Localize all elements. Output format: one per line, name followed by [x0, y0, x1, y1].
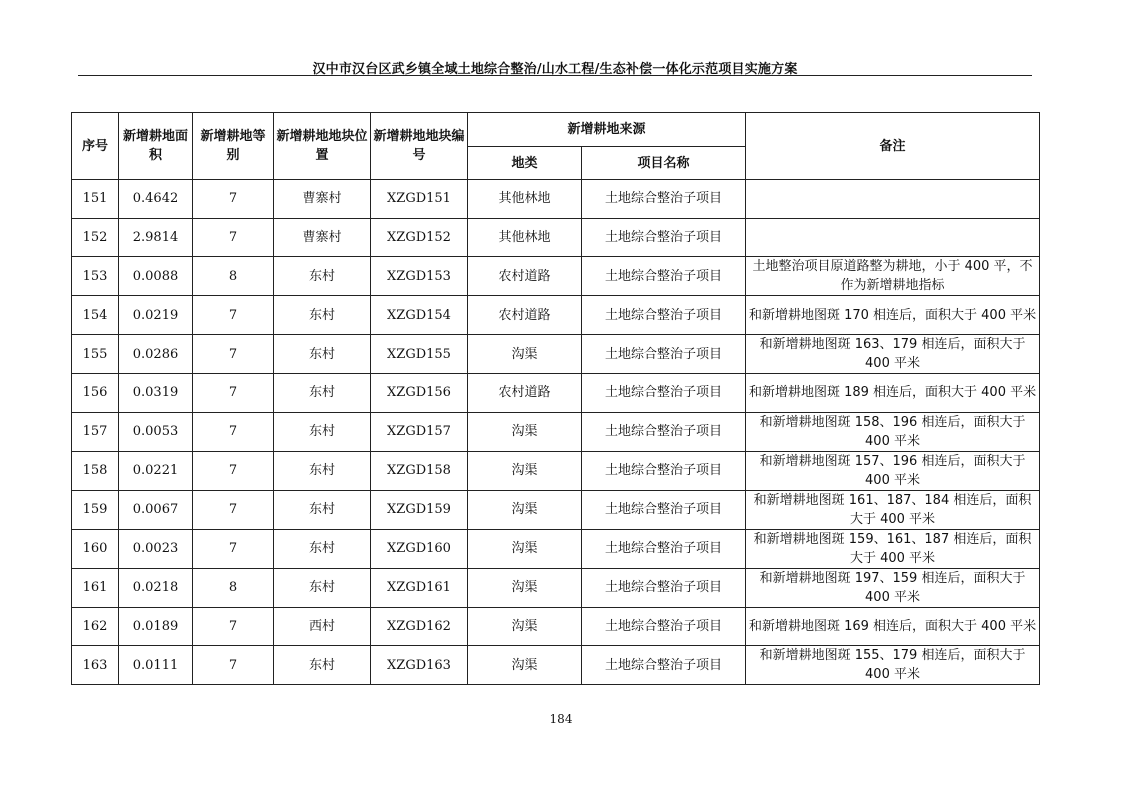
cell-project-name: 土地综合整治子项目 — [582, 374, 746, 413]
cell-land-type: 沟渠 — [468, 335, 582, 374]
page-number: 184 — [549, 712, 573, 726]
cell-grade: 7 — [193, 180, 274, 219]
cell-grade: 8 — [193, 568, 274, 607]
cell-grade: 7 — [193, 412, 274, 451]
cell-grade: 7 — [193, 335, 274, 374]
cell-area: 2.9814 — [119, 218, 193, 257]
cell-remark — [746, 218, 1040, 257]
cell-project-name: 土地综合整治子项目 — [582, 412, 746, 451]
cell-location: 东村 — [274, 568, 371, 607]
cell-code: XZGD154 — [371, 296, 468, 335]
cell-location: 东村 — [274, 335, 371, 374]
cell-seq: 161 — [72, 568, 119, 607]
cell-location: 东村 — [274, 374, 371, 413]
cell-area: 0.0286 — [119, 335, 193, 374]
cell-area: 0.0319 — [119, 374, 193, 413]
cell-area: 0.0219 — [119, 296, 193, 335]
cell-grade: 7 — [193, 374, 274, 413]
cell-seq: 154 — [72, 296, 119, 335]
cell-location: 东村 — [274, 529, 371, 568]
cell-remark: 和新增耕地图斑 163、179 相连后，面积大于 400 平米 — [746, 335, 1040, 374]
cell-project-name: 土地综合整治子项目 — [582, 257, 746, 296]
cell-area: 0.0067 — [119, 490, 193, 529]
cell-land-type: 沟渠 — [468, 529, 582, 568]
cell-location: 西村 — [274, 607, 371, 646]
cell-location: 东村 — [274, 646, 371, 685]
cell-code: XZGD152 — [371, 218, 468, 257]
cell-land-type: 沟渠 — [468, 607, 582, 646]
cell-grade: 7 — [193, 296, 274, 335]
cell-remark: 和新增耕地图斑 189 相连后，面积大于 400 平米 — [746, 374, 1040, 413]
cell-land-type: 沟渠 — [468, 646, 582, 685]
cell-remark: 和新增耕地图斑 169 相连后，面积大于 400 平米 — [746, 607, 1040, 646]
cell-seq: 159 — [72, 490, 119, 529]
cell-location: 东村 — [274, 412, 371, 451]
table-body — [72, 180, 1040, 685]
cell-project-name: 土地综合整治子项目 — [582, 529, 746, 568]
cell-remark: 和新增耕地图斑 161、187、184 相连后，面积大于 400 平米 — [746, 490, 1040, 529]
cell-project-name: 土地综合整治子项目 — [582, 335, 746, 374]
cell-project-name: 土地综合整治子项目 — [582, 646, 746, 685]
document-header-title: 汉中市汉台区武乡镇全域土地综合整治/山水工程/生态补偿一体化示范项目实施方案 — [312, 62, 798, 77]
header-grade: 新增耕地等别 — [193, 113, 274, 180]
table-row — [72, 335, 1040, 374]
cell-land-type: 沟渠 — [468, 451, 582, 490]
header-seq: 序号 — [72, 113, 119, 180]
header-area: 新增耕地面积 — [119, 113, 193, 180]
table-row — [72, 646, 1040, 685]
cell-grade: 7 — [193, 218, 274, 257]
cell-area: 0.0053 — [119, 412, 193, 451]
table-row — [72, 490, 1040, 529]
cell-seq: 160 — [72, 529, 119, 568]
cell-remark: 和新增耕地图斑 158、196 相连后，面积大于 400 平米 — [746, 412, 1040, 451]
table-row — [72, 374, 1040, 413]
cell-location: 东村 — [274, 451, 371, 490]
cell-code: XZGD156 — [371, 374, 468, 413]
cell-grade: 7 — [193, 607, 274, 646]
cell-code: XZGD158 — [371, 451, 468, 490]
cell-land-type: 农村道路 — [468, 296, 582, 335]
cell-land-type: 其他林地 — [468, 180, 582, 219]
cell-remark: 和新增耕地图斑 170 相连后，面积大于 400 平米 — [746, 296, 1040, 335]
new-farmland-table — [71, 112, 1040, 685]
cell-area: 0.0111 — [119, 646, 193, 685]
cell-remark: 和新增耕地图斑 159、161、187 相连后，面积大于 400 平米 — [746, 529, 1040, 568]
cell-code: XZGD162 — [371, 607, 468, 646]
cell-area: 0.4642 — [119, 180, 193, 219]
cell-area: 0.0189 — [119, 607, 193, 646]
cell-code: XZGD161 — [371, 568, 468, 607]
header-remark: 备注 — [746, 113, 1040, 180]
cell-remark: 和新增耕地图斑 155、179 相连后，面积大于 400 平米 — [746, 646, 1040, 685]
cell-grade: 7 — [193, 490, 274, 529]
table-row — [72, 218, 1040, 257]
cell-project-name: 土地综合整治子项目 — [582, 451, 746, 490]
cell-land-type: 其他林地 — [468, 218, 582, 257]
cell-area: 0.0023 — [119, 529, 193, 568]
cell-project-name: 土地综合整治子项目 — [582, 180, 746, 219]
cell-remark: 土地整治项目原道路整为耕地，小于 400 平，不作为新增耕地指标 — [746, 257, 1040, 296]
cell-grade: 7 — [193, 529, 274, 568]
header-source: 新增耕地来源 — [468, 113, 746, 147]
cell-seq: 155 — [72, 335, 119, 374]
header-code: 新增耕地地块编号 — [371, 113, 468, 180]
cell-project-name: 土地综合整治子项目 — [582, 218, 746, 257]
cell-grade: 7 — [193, 646, 274, 685]
cell-grade: 8 — [193, 257, 274, 296]
cell-remark — [746, 180, 1040, 219]
cell-location: 东村 — [274, 257, 371, 296]
cell-project-name: 土地综合整治子项目 — [582, 296, 746, 335]
table-row — [72, 568, 1040, 607]
cell-seq: 158 — [72, 451, 119, 490]
cell-seq: 156 — [72, 374, 119, 413]
cell-project-name: 土地综合整治子项目 — [582, 607, 746, 646]
cell-project-name: 土地综合整治子项目 — [582, 568, 746, 607]
cell-land-type: 沟渠 — [468, 490, 582, 529]
cell-remark: 和新增耕地图斑 157、196 相连后，面积大于 400 平米 — [746, 451, 1040, 490]
cell-location: 东村 — [274, 490, 371, 529]
cell-code: XZGD153 — [371, 257, 468, 296]
header-project-name: 项目名称 — [582, 147, 746, 180]
cell-code: XZGD159 — [371, 490, 468, 529]
cell-area: 0.0221 — [119, 451, 193, 490]
header-land-type: 地类 — [468, 147, 582, 180]
cell-seq: 162 — [72, 607, 119, 646]
cell-area: 0.0218 — [119, 568, 193, 607]
cell-location: 曹寨村 — [274, 218, 371, 257]
header-location: 新增耕地地块位置 — [274, 113, 371, 180]
table-row — [72, 180, 1040, 219]
table-row — [72, 451, 1040, 490]
table-row — [72, 529, 1040, 568]
table-row — [72, 412, 1040, 451]
cell-code: XZGD160 — [371, 529, 468, 568]
cell-code: XZGD155 — [371, 335, 468, 374]
cell-code: XZGD157 — [371, 412, 468, 451]
cell-seq: 151 — [72, 180, 119, 219]
cell-area: 0.0088 — [119, 257, 193, 296]
cell-location: 曹寨村 — [274, 180, 371, 219]
cell-land-type: 沟渠 — [468, 412, 582, 451]
cell-remark: 和新增耕地图斑 197、159 相连后，面积大于 400 平米 — [746, 568, 1040, 607]
cell-seq: 152 — [72, 218, 119, 257]
cell-land-type: 农村道路 — [468, 374, 582, 413]
cell-code: XZGD151 — [371, 180, 468, 219]
cell-project-name: 土地综合整治子项目 — [582, 490, 746, 529]
table-row — [72, 257, 1040, 296]
table-row — [72, 607, 1040, 646]
cell-land-type: 农村道路 — [468, 257, 582, 296]
cell-code: XZGD163 — [371, 646, 468, 685]
cell-land-type: 沟渠 — [468, 568, 582, 607]
cell-grade: 7 — [193, 451, 274, 490]
cell-seq: 157 — [72, 412, 119, 451]
table-row — [72, 296, 1040, 335]
cell-seq: 163 — [72, 646, 119, 685]
cell-seq: 153 — [72, 257, 119, 296]
header-divider — [78, 75, 1032, 76]
cell-location: 东村 — [274, 296, 371, 335]
